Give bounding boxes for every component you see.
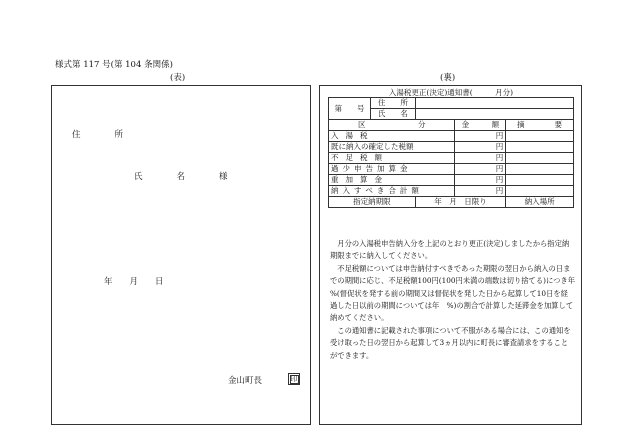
row-label: 過少申告加算金	[329, 164, 455, 175]
notice-title: 入湯税更正(決定)通知書( 月分)	[388, 88, 514, 97]
row-yen: 円	[455, 142, 506, 153]
table-row	[329, 131, 574, 142]
number-label: 第 号	[329, 98, 371, 120]
row-label: 不足税額	[329, 153, 455, 164]
address-label: 住 所	[72, 130, 124, 140]
mayor-label: 金山町長	[228, 376, 263, 386]
row-label: 重加算金	[329, 175, 455, 186]
row-yen: 円	[455, 186, 506, 197]
notice-paragraph: 月分の入湯税申告納入分を上記のとおり更正(決定)しましたから指定納期限までに納入してください。	[330, 239, 570, 261]
row-yen: 円	[455, 131, 506, 142]
row-remarks	[506, 164, 574, 175]
amount-header: 金 額	[455, 120, 506, 131]
row-yen: 円	[455, 164, 506, 175]
notice-paragraph: 不足税額については申告納付すべきであった期限の翌日から納入の日までの期間に応じ、不足税額100円(100円未満の端数は切り捨てる)につき年 %(督促状を発する前の期間又は督促状を発した日から起算して10日を経過した日以前の期間については年 %)の割合で計算した延滞金を加算して納めてください。	[330, 263, 583, 323]
row-remarks	[506, 131, 574, 142]
addressee-name-label: 氏 名 様	[134, 172, 228, 182]
table-row	[329, 142, 574, 153]
row-remarks	[506, 142, 574, 153]
row-remarks	[506, 186, 574, 197]
deadline-label: 指定納期限	[329, 197, 416, 208]
row-remarks	[506, 175, 574, 186]
issue-date-label: 年 月 日	[104, 277, 164, 287]
category-header: 区 分	[329, 120, 455, 131]
table-row	[329, 164, 574, 175]
table-name-value	[415, 109, 573, 120]
notice-body	[330, 238, 583, 362]
table-name-label: 氏 名	[370, 109, 415, 120]
row-remarks	[506, 153, 574, 164]
table-address-value	[415, 98, 573, 109]
table-row	[329, 175, 574, 186]
payment-place-label: 納入場所	[506, 197, 574, 208]
front-side-label: (表)	[170, 73, 186, 83]
back-panel	[319, 85, 582, 425]
notice-paragraph: この通知書に記載された事項について不服がある場合には、この通知を受け取った日の翌日から起算して3ヵ月以内に町長に審査請求をすることができます。	[330, 325, 571, 360]
row-label: 納入すべき合計額	[329, 186, 455, 197]
table-row	[329, 186, 574, 197]
tax-table	[328, 97, 574, 208]
row-label: 入湯税	[329, 131, 455, 142]
table-address-label: 住 所	[370, 98, 415, 109]
deadline-value: 年 月 日限り	[415, 197, 506, 208]
seal-char: 印	[290, 374, 298, 383]
row-yen: 円	[455, 153, 506, 164]
back-side-label: (裏)	[440, 73, 456, 83]
front-panel	[51, 85, 311, 425]
form-number: 様式第 117 号(第 104 条関係)	[55, 60, 173, 70]
row-yen: 円	[455, 175, 506, 186]
seal-stamp	[288, 373, 300, 385]
table-row	[329, 153, 574, 164]
remarks-header: 摘 要	[506, 120, 574, 131]
row-label: 既に納入の確定した税額	[329, 142, 455, 153]
